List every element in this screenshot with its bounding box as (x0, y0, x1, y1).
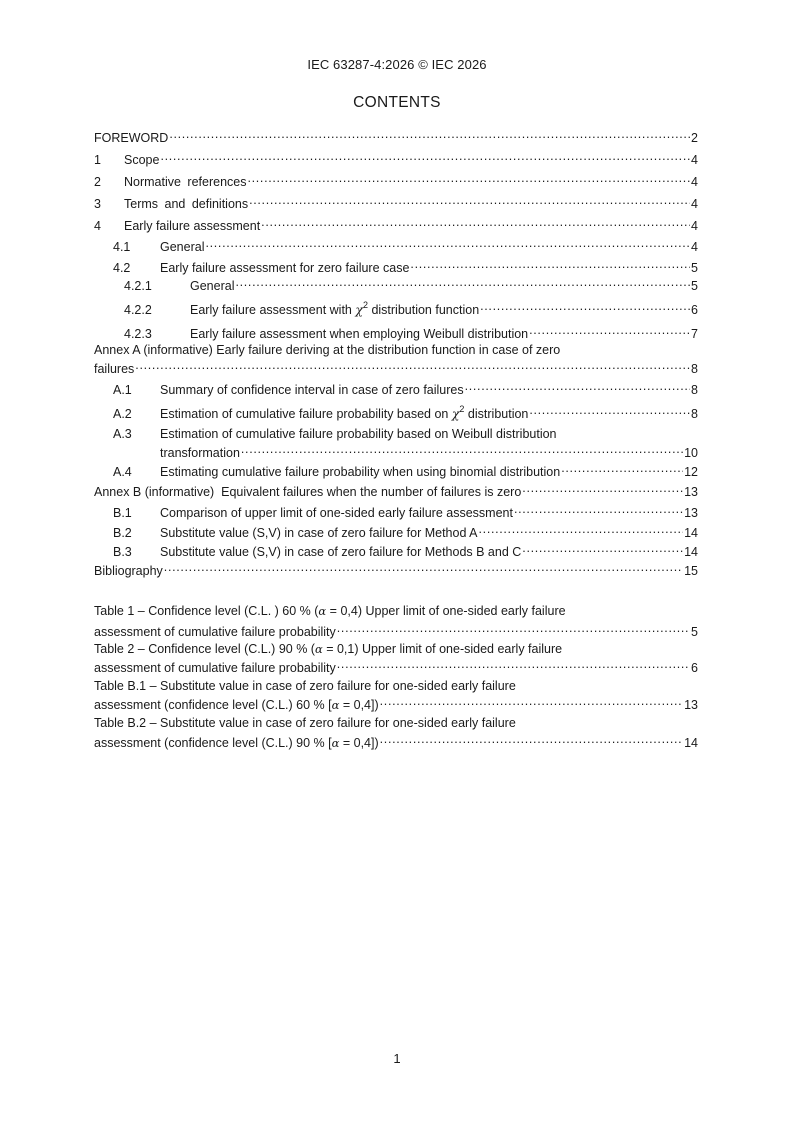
toc-page-number: 4 (691, 240, 698, 254)
toc-entry-text: Estimation of cumulative failure probability based on Weibull distribution (160, 427, 557, 441)
superscript: 2 (459, 404, 465, 414)
dot-leader (135, 357, 690, 373)
toc-entry-text (160, 406, 528, 422)
dot-leader (380, 731, 683, 747)
toc-section-number: 1 (94, 153, 101, 167)
toc-entry-text: Early failure assessment when employing Weibull distribution (190, 327, 529, 341)
toc-section-number: B.3 (113, 545, 132, 559)
toc-entry-4-2-3[interactable] (124, 322, 698, 341)
dot-leader (205, 235, 690, 251)
dot-leader (529, 402, 690, 418)
toc-entry-line (94, 357, 698, 376)
toc-page-number: 8 (691, 407, 698, 421)
toc-page-number: 8 (691, 383, 698, 397)
toc-entry-text: = 0,1) Upper limit of one-sided early failure (322, 642, 563, 656)
dot-leader (479, 521, 684, 537)
toc-entry-text (190, 302, 479, 318)
toc-entry-line (94, 620, 698, 639)
dot-leader (261, 214, 690, 230)
toc-entry-text: Table 2 – Confidence level (C.L.) 90 % ( (94, 642, 315, 656)
alpha-symbol: α (331, 736, 340, 750)
toc-entry-text: failures (94, 362, 135, 376)
toc-section-number: 4.2.2 (124, 303, 152, 317)
toc-entry-line (160, 441, 698, 460)
toc-section-number: A.2 (113, 407, 132, 421)
dot-leader (248, 170, 691, 186)
toc-entry-a-1[interactable] (113, 378, 698, 397)
toc-entry-4-2[interactable] (113, 256, 698, 275)
toc-section-number: A.4 (113, 465, 132, 479)
alpha-symbol: α (318, 604, 327, 618)
toc-entry-line (94, 641, 698, 657)
toc-entry-text: Early failure assessment (124, 219, 261, 233)
toc-entry-4-2-2[interactable] (124, 298, 698, 317)
toc-entry-text: Terms and definitions (124, 197, 249, 211)
toc-entry-line (113, 426, 717, 442)
toc-entry-text: Estimating cumulative failure probability when using binomial distribution (160, 465, 561, 479)
toc-entry-text: General (160, 240, 205, 254)
toc-entry-text: Substitute value (S,V) in case of zero failure for Method A (160, 526, 478, 540)
superscript: 2 (362, 300, 368, 310)
toc-page-number: 10 (684, 446, 698, 460)
toc-entry-text (94, 735, 379, 751)
toc-page-number: 14 (684, 545, 698, 559)
toc-entry-annex-b[interactable] (94, 480, 698, 499)
toc-entry-normative-references[interactable] (94, 170, 698, 189)
toc-entry-line (94, 731, 698, 750)
toc-entry-text: Comparison of upper limit of one-sided early failure assessment (160, 506, 513, 520)
toc-page-number: 5 (691, 625, 698, 639)
toc-entry-a-4[interactable] (113, 460, 698, 479)
toc-section-number: B.1 (113, 506, 132, 520)
toc-entry-text: Table 1 – Confidence level (C.L. ) 60 % ( (94, 604, 319, 618)
toc-page-number: 13 (684, 485, 698, 499)
dot-leader (241, 441, 683, 457)
dot-leader (249, 192, 690, 208)
toc-section-number: 4 (94, 219, 101, 233)
dot-leader (164, 559, 683, 575)
toc-entry-text: Substitute value (S,V) in case of zero failure for Methods B and C (160, 545, 522, 559)
toc-page-number: 4 (691, 175, 698, 189)
toc-page-number: 4 (691, 153, 698, 167)
dot-leader (169, 126, 690, 142)
toc-entry-text-part: assessment (confidence level (C.L.) 60 % [ (94, 698, 332, 712)
toc-section-number: 3 (94, 197, 101, 211)
toc-entry-text-part: = 0,4]) (339, 736, 379, 750)
toc-page-number: 13 (684, 698, 698, 712)
toc-entry-text: Normative references (124, 175, 247, 189)
document-header: IEC 63287-4:2026 © IEC 2026 (307, 57, 487, 72)
toc-entry-text-part: Estimation of cumulative failure probability based on (160, 407, 449, 421)
toc-entry-scope[interactable] (94, 148, 698, 167)
toc-entry-text: assessment of cumulative failure probability (94, 625, 336, 639)
toc-entry-b-2[interactable] (113, 521, 698, 540)
toc-section-number: A.1 (113, 383, 132, 397)
toc-section-number: 4.2.1 (124, 279, 152, 293)
chi-symbol: χ (451, 406, 460, 421)
toc-section-number: B.2 (113, 526, 132, 540)
toc-entry-text: = 0,4) Upper limit of one-sided early failure (326, 604, 566, 618)
toc-section-number: 4.2 (113, 261, 131, 275)
toc-page-number: 15 (684, 564, 698, 578)
toc-entry-text: Annex B (informative) Equivalent failures when the number of failures is zero (94, 485, 522, 499)
dot-leader (529, 322, 690, 338)
toc-entry-text: Table B.2 – Substitute value in case of zero failure for one-sided early failure (94, 716, 516, 730)
toc-entry-text: Scope (124, 153, 160, 167)
toc-page-number: 6 (691, 303, 698, 317)
toc-page-number: 5 (691, 279, 698, 293)
chi-symbol: χ (355, 302, 363, 317)
toc-page-number: 14 (684, 736, 698, 750)
toc-entry-early-failure-assessment[interactable] (94, 214, 698, 233)
toc-entry-text: Table B.1 – Substitute value in case of zero failure for one-sided early failure (94, 679, 516, 693)
toc-entry-b-1[interactable] (113, 501, 698, 520)
page-number: 1 (393, 1051, 401, 1066)
toc-entry-text: General (190, 279, 235, 293)
toc-page-number: 8 (691, 362, 698, 376)
toc-entry-text: Summary of confidence interval in case of zero failures (160, 383, 464, 397)
dot-leader (410, 256, 690, 272)
toc-page-number: 2 (691, 131, 698, 145)
toc-entry-text-part: distribution (467, 407, 529, 421)
dot-leader (337, 656, 690, 672)
toc-entry-line (94, 656, 698, 675)
toc-entry-terms-definitions[interactable] (94, 192, 698, 211)
dot-leader (235, 274, 690, 290)
dot-leader (522, 480, 683, 496)
toc-page-number: 13 (684, 506, 698, 520)
dot-leader (160, 148, 690, 164)
toc-section-number: 4.1 (113, 240, 131, 254)
dot-leader (380, 693, 683, 709)
toc-page-number: 7 (691, 327, 698, 341)
toc-entry-text-part: distribution function (371, 303, 480, 317)
alpha-symbol: α (314, 642, 323, 656)
toc-page-number: 6 (691, 661, 698, 675)
dot-leader (561, 460, 683, 476)
toc-section-number: A.3 (113, 427, 132, 441)
toc-entry-text: FOREWORD (94, 131, 169, 145)
toc-entry-a-2[interactable] (113, 402, 698, 421)
toc-entry-4-1[interactable] (113, 235, 698, 254)
dot-leader (480, 298, 690, 314)
toc-entry-line (94, 603, 698, 619)
toc-entry-text: Early failure assessment for zero failure case (160, 261, 410, 275)
toc-entry-text: Bibliography (94, 564, 163, 578)
alpha-symbol: α (331, 698, 340, 712)
toc-entry-b-3[interactable] (113, 540, 698, 559)
toc-entry-4-2-1[interactable] (124, 274, 698, 293)
toc-entry-line (94, 693, 698, 712)
toc-entry-bibliography[interactable] (94, 559, 698, 578)
toc-page-number: 4 (691, 219, 698, 233)
toc-page-number: 12 (684, 465, 698, 479)
toc-entry-text: assessment of cumulative failure probability (94, 661, 336, 675)
toc-entry-text-part: Early failure assessment with (190, 303, 352, 317)
dot-leader (337, 620, 690, 636)
toc-page-number: 5 (691, 261, 698, 275)
dot-leader (514, 501, 683, 517)
page-title: CONTENTS (353, 94, 441, 111)
toc-entry-text-part: assessment (confidence level (C.L.) 90 % [ (94, 736, 332, 750)
toc-entry-text: transformation (160, 446, 240, 460)
toc-page-number: 14 (684, 526, 698, 540)
toc-entry-foreword[interactable] (94, 126, 698, 145)
toc-entry-text-part: = 0,4]) (339, 698, 379, 712)
toc-section-number: 2 (94, 175, 101, 189)
toc-entry-text: Annex A (informative) Early failure deriving at the distribution function in case of zero (94, 343, 561, 357)
toc-entry-text (94, 697, 379, 713)
toc-section-number: 4.2.3 (124, 327, 152, 341)
dot-leader (522, 540, 683, 556)
toc-page-number: 4 (691, 197, 698, 211)
dot-leader (465, 378, 690, 394)
